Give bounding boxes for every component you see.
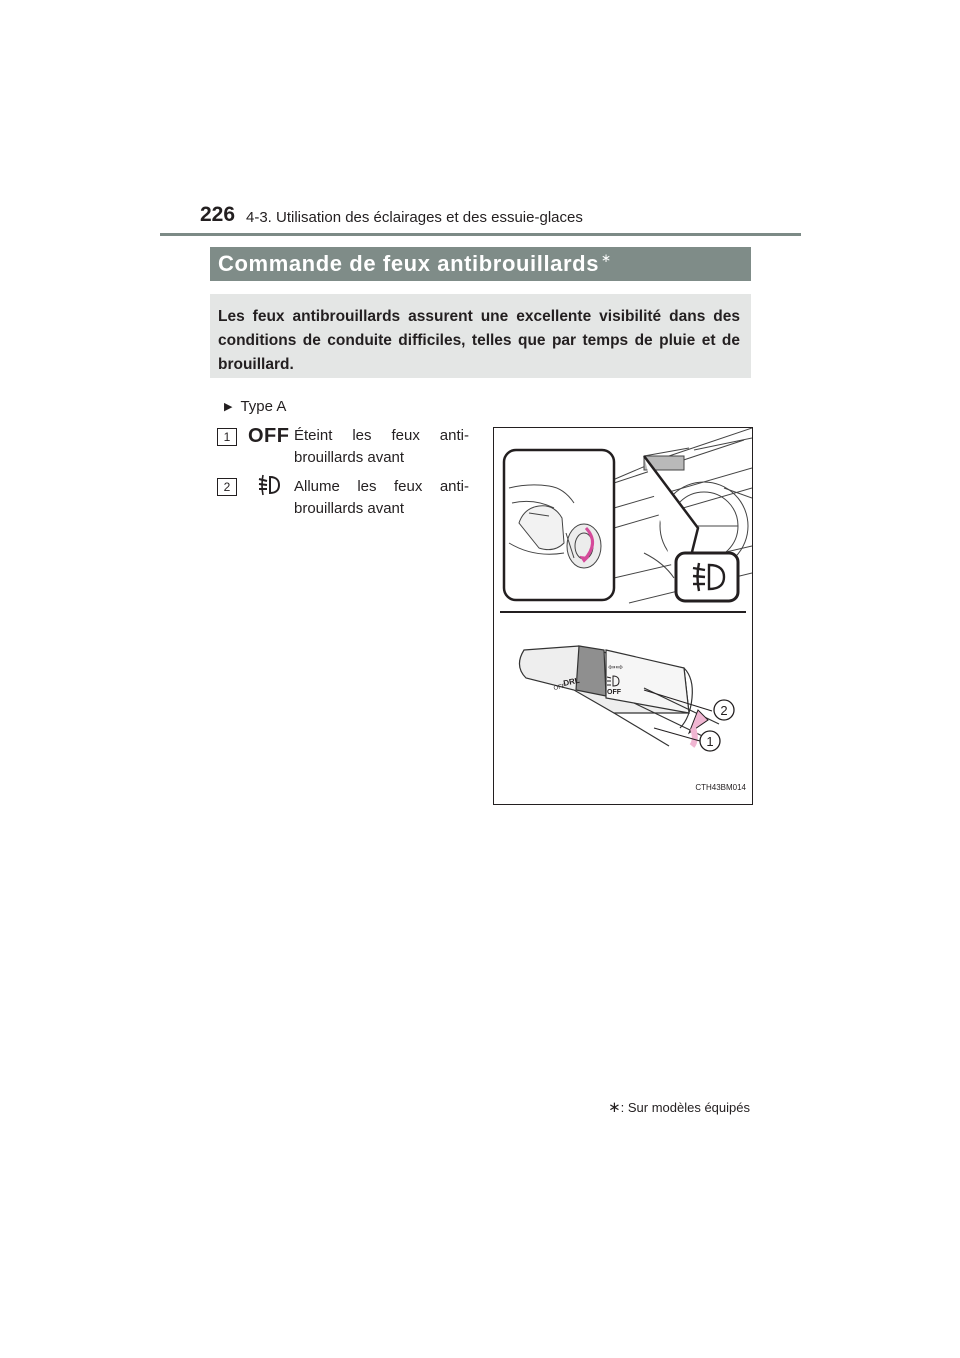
section-title <box>218 251 612 277</box>
front-fog-light-icon <box>255 472 283 498</box>
footnote-mark: ∗ <box>608 1099 621 1116</box>
fog-light-switch-illustration <box>493 427 753 805</box>
item-number-1: 1 <box>217 428 237 446</box>
item-1-line-1: Éteint les feux anti- <box>294 427 469 444</box>
fog-light-switch-ring[interactable] <box>576 646 606 696</box>
section-title-bar <box>210 247 751 281</box>
header-rule <box>160 233 801 236</box>
item-2-line-1: Allume les feux anti- <box>294 478 469 495</box>
drl-label: DRL <box>562 675 581 688</box>
item-1-line-2: brouillards avant <box>294 449 405 466</box>
triangle-bullet-icon: ▶ <box>224 401 233 413</box>
item-description-1 <box>294 425 469 469</box>
off-symbol: OFF <box>248 425 290 447</box>
illustration-code: CTH43BM014 <box>695 783 746 792</box>
intro-box <box>210 294 751 378</box>
item-number-2: 2 <box>217 478 237 496</box>
item-2-line-2: brouillards avant <box>294 500 405 517</box>
footnote <box>600 1098 750 1116</box>
turn-signal-icon: ⇦⇨ <box>608 663 624 673</box>
type-label: Type A <box>240 398 287 415</box>
item-description-2 <box>294 476 469 520</box>
illustration-drawing <box>494 428 752 804</box>
type-heading <box>224 398 286 415</box>
off-top-label: OFF <box>553 683 567 692</box>
chapter-title: 4-3. Utilisation des éclairages et des essuie-glaces <box>246 209 583 226</box>
fog-icon-callout <box>676 553 738 601</box>
callout-2-label: 2 <box>720 703 728 718</box>
page-number: 226 <box>200 203 236 226</box>
callout-1-label: 1 <box>706 734 714 749</box>
equipment-mark: ∗ <box>601 251 612 265</box>
footnote-text: : Sur modèles équipés <box>620 1100 750 1115</box>
section-title-text: Commande de feux antibrouillards <box>218 251 600 276</box>
off-ring-label: OFF <box>607 689 621 696</box>
intro-text: Les feux antibrouillards assurent une excellente visibilité dans des conditions de conduite difficiles, telles que par temps de pluie et de brouillard. <box>218 308 740 373</box>
